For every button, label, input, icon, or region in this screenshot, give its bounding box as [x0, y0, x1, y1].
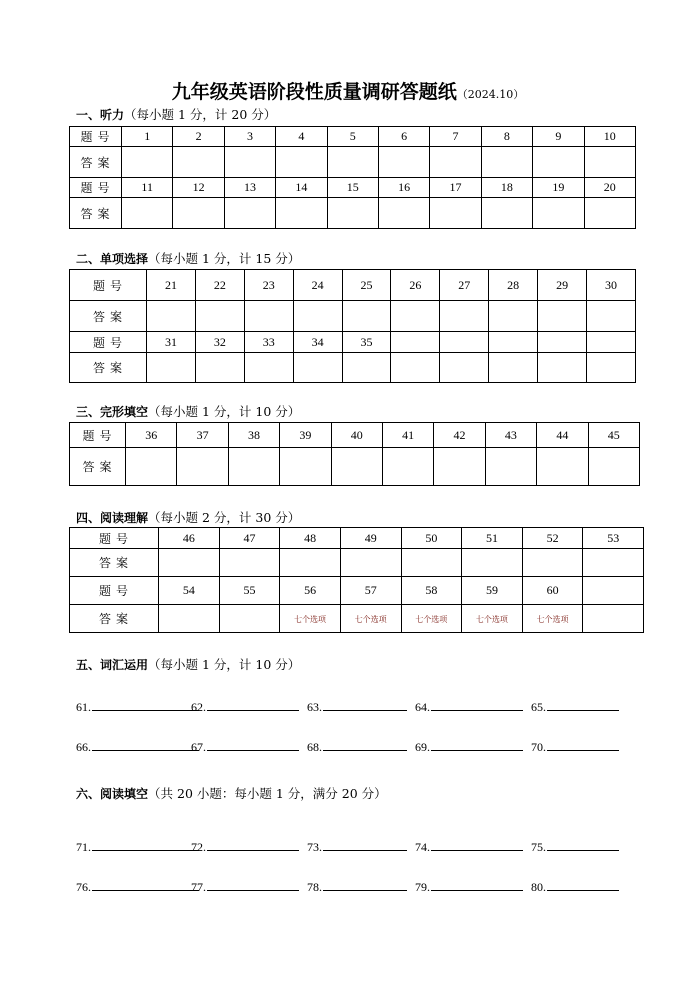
answer-cell[interactable] — [462, 605, 523, 633]
question-number-cell: 42 — [434, 423, 485, 448]
blank-number: 76. — [76, 880, 91, 894]
answer-cell[interactable] — [588, 448, 639, 486]
section-2-heading — [76, 251, 300, 267]
section-3-title: 三、完形填空 — [76, 405, 149, 419]
answer-cell[interactable] — [276, 147, 327, 178]
blank-number: 77. — [191, 880, 206, 894]
question-number-cell: 37 — [177, 423, 228, 448]
question-number-cell: 58 — [401, 577, 462, 605]
answer-cell[interactable] — [481, 147, 532, 178]
question-number-cell: 6 — [378, 127, 429, 147]
answer-label: 答 案 — [70, 448, 126, 486]
question-number-cell: 56 — [280, 577, 341, 605]
question-number-label: 题 号 — [70, 423, 126, 448]
answer-cell[interactable] — [126, 448, 177, 486]
answer-cell[interactable] — [280, 605, 341, 633]
section-2-note: （每小题 1 分，计 15 分） — [148, 251, 301, 266]
answer-label: 答 案 — [70, 605, 159, 633]
answer-blank — [531, 698, 619, 715]
answer-blank — [415, 738, 523, 755]
number-row — [70, 528, 644, 549]
answer-row — [70, 353, 636, 383]
answer-cell[interactable] — [583, 549, 644, 577]
answer-cell[interactable] — [331, 448, 382, 486]
answer-cell[interactable] — [538, 353, 587, 383]
blank-line[interactable] — [431, 738, 523, 751]
question-number-cell: 47 — [219, 528, 280, 549]
option-note: 七个选项 — [354, 615, 387, 624]
question-number-cell: 25 — [342, 270, 391, 301]
blank-line[interactable] — [323, 838, 407, 851]
section-4-table — [69, 527, 644, 633]
blank-number: 67. — [191, 740, 206, 754]
blank-number: 64. — [415, 700, 430, 714]
answer-blank — [191, 738, 299, 755]
blank-number: 65. — [531, 700, 546, 714]
answer-cell[interactable] — [122, 147, 173, 178]
question-number-cell: 52 — [522, 528, 583, 549]
question-number-cell: 35 — [342, 332, 391, 353]
answer-cell[interactable] — [327, 147, 378, 178]
empty-cell — [538, 332, 587, 353]
answer-blank — [531, 878, 619, 895]
question-number-cell: 53 — [583, 528, 644, 549]
question-number-label: 题 号 — [70, 270, 147, 301]
answer-blank — [307, 738, 407, 755]
blank-line[interactable] — [92, 878, 199, 891]
section-6-note: （共 20 小题：每小题 1 分，满分 20 分） — [148, 786, 387, 801]
blank-number: 74. — [415, 840, 430, 854]
section-2-title: 二、单项选择 — [76, 252, 149, 266]
answer-blank — [191, 838, 299, 855]
answer-blank — [307, 878, 407, 895]
answer-cell[interactable] — [276, 198, 327, 229]
blank-line[interactable] — [431, 878, 523, 891]
blank-number: 70. — [531, 740, 546, 754]
blank-line[interactable] — [547, 838, 619, 851]
option-note: 七个选项 — [415, 615, 448, 624]
number-row — [70, 577, 644, 605]
blank-number: 61. — [76, 700, 91, 714]
question-number-cell: 9 — [533, 127, 584, 147]
blank-line[interactable] — [323, 698, 407, 711]
number-row — [70, 270, 636, 301]
question-number-cell: 14 — [276, 178, 327, 198]
answer-cell[interactable] — [584, 198, 635, 229]
question-number-cell: 45 — [588, 423, 639, 448]
empty-cell — [583, 577, 644, 605]
question-number-cell: 21 — [147, 270, 196, 301]
blank-number: 73. — [307, 840, 322, 854]
section-1-note: （每小题 1 分，计 20 分） — [124, 107, 277, 122]
answer-blank — [307, 838, 407, 855]
blank-line[interactable] — [547, 698, 619, 711]
question-number-cell: 30 — [587, 270, 636, 301]
question-number-cell: 48 — [280, 528, 341, 549]
question-number-cell: 7 — [430, 127, 481, 147]
question-number-cell: 36 — [126, 423, 177, 448]
section-5-heading — [76, 657, 300, 673]
blank-line[interactable] — [207, 738, 299, 751]
blank-line[interactable] — [207, 698, 299, 711]
answer-cell[interactable] — [340, 549, 401, 577]
question-number-cell: 39 — [280, 423, 331, 448]
question-number-cell: 43 — [485, 423, 536, 448]
question-number-cell: 40 — [331, 423, 382, 448]
answer-cell[interactable] — [173, 198, 224, 229]
question-number-cell: 27 — [440, 270, 489, 301]
answer-cell[interactable] — [173, 147, 224, 178]
answer-cell[interactable] — [538, 301, 587, 332]
question-number-cell: 54 — [159, 577, 220, 605]
blank-line[interactable] — [323, 738, 407, 751]
blank-line[interactable] — [207, 878, 299, 891]
answer-cell[interactable] — [244, 301, 293, 332]
blank-line[interactable] — [431, 698, 523, 711]
question-number-label: 题 号 — [70, 127, 122, 147]
answer-cell[interactable] — [584, 147, 635, 178]
question-number-cell: 60 — [522, 577, 583, 605]
answer-cell[interactable] — [434, 448, 485, 486]
answer-row — [70, 301, 636, 332]
answer-cell[interactable] — [430, 198, 481, 229]
number-row — [70, 127, 636, 147]
blank-line[interactable] — [547, 878, 619, 891]
blank-line[interactable] — [92, 838, 199, 851]
question-number-label: 题 号 — [70, 332, 147, 353]
answer-cell[interactable] — [440, 301, 489, 332]
answer-cell[interactable] — [401, 605, 462, 633]
answer-blank — [76, 738, 199, 755]
option-note: 七个选项 — [536, 615, 569, 624]
question-number-cell: 5 — [327, 127, 378, 147]
question-number-cell: 57 — [340, 577, 401, 605]
blank-line[interactable] — [323, 878, 407, 891]
answer-label: 答 案 — [70, 549, 159, 577]
section-3-table — [69, 422, 640, 486]
question-number-cell: 8 — [481, 127, 532, 147]
section-4-note: （每小题 2 分，计 30 分） — [148, 510, 301, 525]
section-4-title: 四、阅读理解 — [76, 511, 149, 525]
answer-cell[interactable] — [122, 198, 173, 229]
question-number-cell: 3 — [224, 127, 275, 147]
answer-cell[interactable] — [485, 448, 536, 486]
number-row — [70, 332, 636, 353]
option-note: 七个选项 — [475, 615, 508, 624]
answer-cell[interactable] — [378, 198, 429, 229]
question-number-cell: 15 — [327, 178, 378, 198]
question-number-label: 题 号 — [70, 528, 159, 549]
number-row — [70, 178, 636, 198]
answer-cell[interactable] — [219, 549, 280, 577]
page-title — [0, 78, 696, 109]
answer-cell[interactable] — [327, 198, 378, 229]
answer-cell[interactable] — [489, 301, 538, 332]
answer-cell[interactable] — [533, 147, 584, 178]
blank-line[interactable] — [547, 738, 619, 751]
blank-number: 68. — [307, 740, 322, 754]
question-number-cell: 46 — [159, 528, 220, 549]
answer-cell[interactable] — [462, 549, 523, 577]
question-number-cell: 2 — [173, 127, 224, 147]
question-number-cell: 50 — [401, 528, 462, 549]
answer-cell[interactable] — [177, 448, 228, 486]
question-number-cell: 29 — [538, 270, 587, 301]
answer-cell[interactable] — [293, 301, 342, 332]
empty-cell — [440, 332, 489, 353]
section-4-heading — [76, 510, 300, 526]
answer-cell[interactable] — [533, 198, 584, 229]
section-2-table — [69, 269, 636, 383]
answer-blank — [307, 698, 407, 715]
question-number-cell: 4 — [276, 127, 327, 147]
answer-cell[interactable] — [522, 549, 583, 577]
title-date: （2024.10） — [456, 88, 525, 101]
blank-number: 78. — [307, 880, 322, 894]
question-number-cell: 31 — [147, 332, 196, 353]
answer-blank — [415, 838, 523, 855]
question-number-cell: 55 — [219, 577, 280, 605]
answer-row — [70, 448, 640, 486]
blank-number: 71. — [76, 840, 91, 854]
answer-row — [70, 198, 636, 229]
answer-cell[interactable] — [280, 448, 331, 486]
answer-cell[interactable] — [489, 353, 538, 383]
answer-cell[interactable] — [280, 549, 341, 577]
answer-row — [70, 549, 644, 577]
answer-blank — [191, 878, 299, 895]
answer-cell[interactable] — [293, 353, 342, 383]
blank-number: 79. — [415, 880, 430, 894]
question-number-cell: 24 — [293, 270, 342, 301]
answer-blank — [415, 878, 523, 895]
answer-cell[interactable] — [147, 301, 196, 332]
answer-cell[interactable] — [587, 301, 636, 332]
answer-blank — [76, 698, 199, 715]
blank-number: 72. — [191, 840, 206, 854]
question-number-cell: 18 — [481, 178, 532, 198]
answer-cell[interactable] — [147, 353, 196, 383]
question-number-cell: 32 — [195, 332, 244, 353]
blank-number: 80. — [531, 880, 546, 894]
answer-cell[interactable] — [342, 353, 391, 383]
question-number-cell: 34 — [293, 332, 342, 353]
answer-cell[interactable] — [342, 301, 391, 332]
question-number-cell: 23 — [244, 270, 293, 301]
answer-cell[interactable] — [219, 605, 280, 633]
question-number-cell: 51 — [462, 528, 523, 549]
question-number-cell: 28 — [489, 270, 538, 301]
title-main: 九年级英语阶段性质量调研答题纸 — [171, 81, 457, 103]
section-1-title: 一、听力 — [76, 108, 125, 122]
blank-line[interactable] — [431, 838, 523, 851]
section-3-heading — [76, 404, 300, 420]
number-row — [70, 423, 640, 448]
answer-cell[interactable] — [159, 549, 220, 577]
answer-blank — [76, 878, 199, 895]
answer-cell[interactable] — [228, 448, 279, 486]
answer-cell[interactable] — [440, 353, 489, 383]
answer-label: 答 案 — [70, 301, 147, 332]
answer-cell[interactable] — [401, 549, 462, 577]
answer-cell[interactable] — [224, 147, 275, 178]
question-number-cell: 13 — [224, 178, 275, 198]
question-number-cell: 11 — [122, 178, 173, 198]
question-number-cell: 26 — [391, 270, 440, 301]
empty-cell — [489, 332, 538, 353]
answer-label: 答 案 — [70, 147, 122, 178]
question-number-label: 题 号 — [70, 178, 122, 198]
answer-cell[interactable] — [195, 353, 244, 383]
question-number-cell: 1 — [122, 127, 173, 147]
question-number-cell: 59 — [462, 577, 523, 605]
blank-line[interactable] — [92, 738, 199, 751]
blank-number: 75. — [531, 840, 546, 854]
answer-cell[interactable] — [378, 147, 429, 178]
answer-label: 答 案 — [70, 353, 147, 383]
answer-blank — [191, 698, 299, 715]
answer-cell[interactable] — [522, 605, 583, 633]
empty-cell — [391, 332, 440, 353]
answer-cell[interactable] — [340, 605, 401, 633]
question-number-cell: 38 — [228, 423, 279, 448]
answer-blank — [76, 838, 199, 855]
answer-cell[interactable] — [583, 605, 644, 633]
blank-line[interactable] — [92, 698, 199, 711]
answer-cell[interactable] — [391, 353, 440, 383]
blank-line[interactable] — [207, 838, 299, 851]
question-number-cell: 33 — [244, 332, 293, 353]
question-number-cell: 44 — [537, 423, 588, 448]
answer-blank — [531, 838, 619, 855]
answer-cell[interactable] — [224, 198, 275, 229]
section-5-title: 五、词汇运用 — [76, 658, 149, 672]
blank-number: 66. — [76, 740, 91, 754]
blank-number: 63. — [307, 700, 322, 714]
answer-row — [70, 605, 644, 633]
section-5-note: （每小题 1 分，计 10 分） — [148, 657, 301, 672]
question-number-cell: 17 — [430, 178, 481, 198]
section-1-heading — [76, 107, 276, 123]
answer-cell[interactable] — [382, 448, 433, 486]
answer-cell[interactable] — [195, 301, 244, 332]
option-note: 七个选项 — [294, 615, 327, 624]
answer-cell[interactable] — [244, 353, 293, 383]
question-number-cell: 49 — [340, 528, 401, 549]
answer-cell[interactable] — [537, 448, 588, 486]
answer-cell[interactable] — [481, 198, 532, 229]
answer-blank — [531, 738, 619, 755]
question-number-cell: 22 — [195, 270, 244, 301]
answer-cell[interactable] — [391, 301, 440, 332]
answer-cell[interactable] — [159, 605, 220, 633]
question-number-cell: 16 — [378, 178, 429, 198]
answer-cell[interactable] — [430, 147, 481, 178]
question-number-cell: 41 — [382, 423, 433, 448]
answer-blank — [415, 698, 523, 715]
answer-cell[interactable] — [587, 353, 636, 383]
blank-number: 62. — [191, 700, 206, 714]
answer-row — [70, 147, 636, 178]
question-number-cell: 19 — [533, 178, 584, 198]
section-3-note: （每小题 1 分，计 10 分） — [148, 404, 301, 419]
answer-label: 答 案 — [70, 198, 122, 229]
question-number-cell: 10 — [584, 127, 635, 147]
question-number-label: 题 号 — [70, 577, 159, 605]
question-number-cell: 20 — [584, 178, 635, 198]
section-6-title: 六、阅读填空 — [76, 787, 149, 801]
empty-cell — [587, 332, 636, 353]
blank-number: 69. — [415, 740, 430, 754]
section-6-heading — [76, 786, 387, 802]
section-1-table — [69, 126, 636, 229]
question-number-cell: 12 — [173, 178, 224, 198]
